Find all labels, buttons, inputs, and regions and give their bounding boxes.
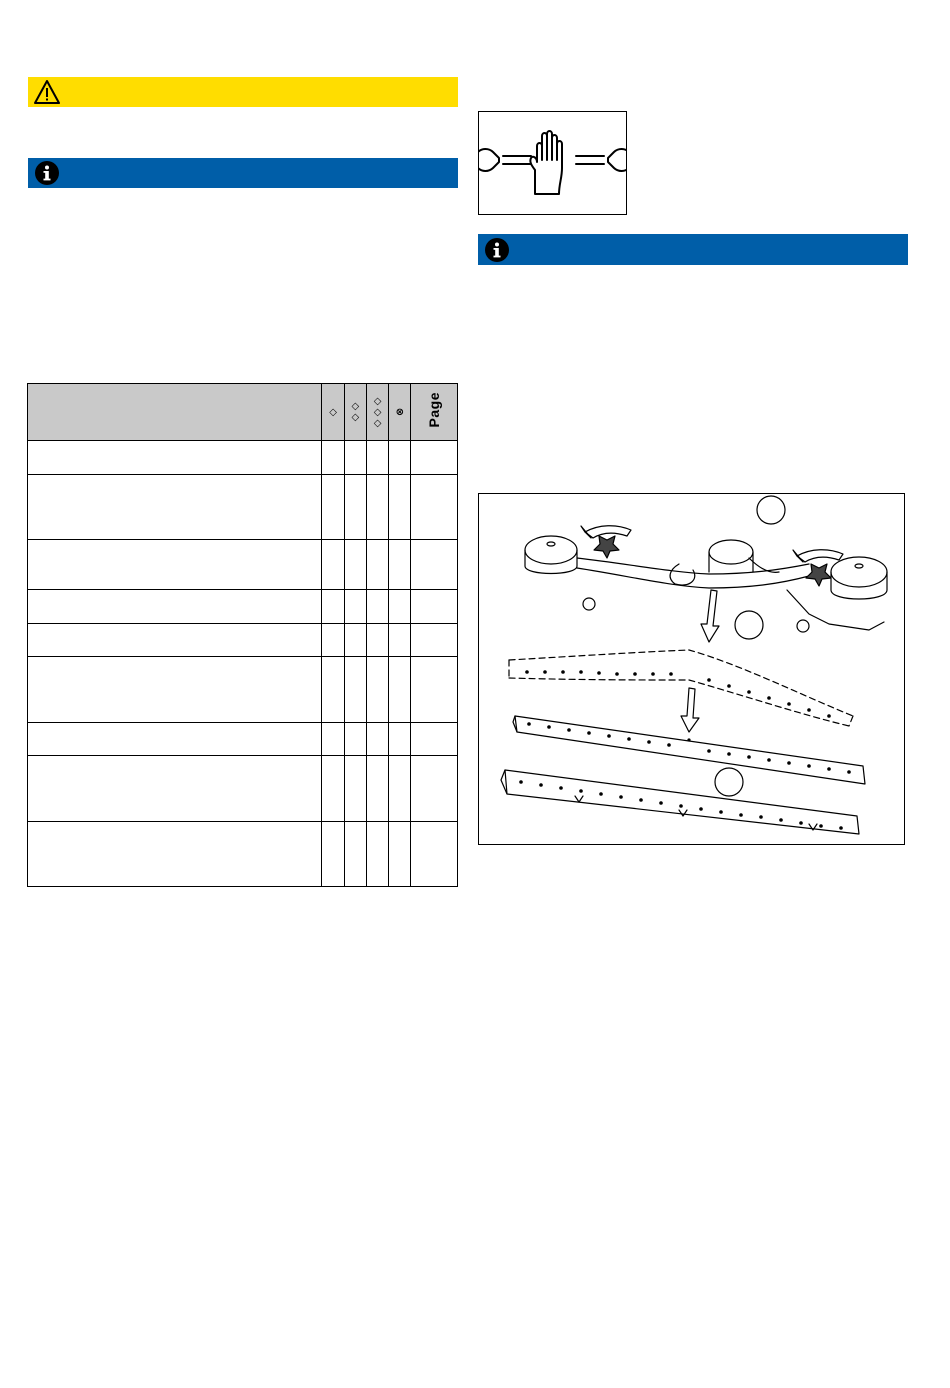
squeegee-illustration — [479, 494, 904, 844]
table-row — [28, 822, 458, 887]
table-row — [28, 657, 458, 723]
info-icon — [34, 160, 60, 186]
interval-monthly-header: ◇◇◇ — [366, 384, 388, 441]
callout-2 — [735, 611, 763, 639]
down-arrow-icon — [681, 590, 719, 732]
info-banner-right — [478, 234, 908, 265]
maintenance-table — [27, 383, 458, 887]
squeegee-blade-icon — [509, 650, 853, 726]
callout-1 — [757, 496, 785, 524]
callout-3 — [715, 768, 743, 796]
blade-holes — [525, 670, 831, 718]
maintenance-symbol-figure — [478, 111, 627, 215]
interval-service-header: ⊗ — [389, 384, 411, 441]
table-row — [28, 723, 458, 756]
table-row — [28, 441, 458, 475]
info-banner — [28, 158, 458, 188]
hand-with-wrenches-icon — [479, 112, 626, 214]
squeegee-figure — [478, 493, 905, 845]
table-header-row — [28, 384, 458, 441]
star-knob-icon — [594, 536, 831, 586]
table-row — [28, 540, 458, 590]
description-header — [28, 384, 322, 441]
info-icon — [484, 237, 510, 263]
table-row — [28, 590, 458, 624]
warning-triangle-icon — [34, 79, 60, 105]
interval-daily-header: ◇ — [322, 384, 344, 441]
table-row — [28, 624, 458, 657]
table-row — [28, 756, 458, 822]
interval-weekly-header: ◇◇ — [344, 384, 366, 441]
warning-banner — [28, 77, 458, 107]
page-header: Page — [411, 384, 458, 441]
table-row — [28, 475, 458, 540]
rotate-arrow-icon — [581, 526, 843, 562]
